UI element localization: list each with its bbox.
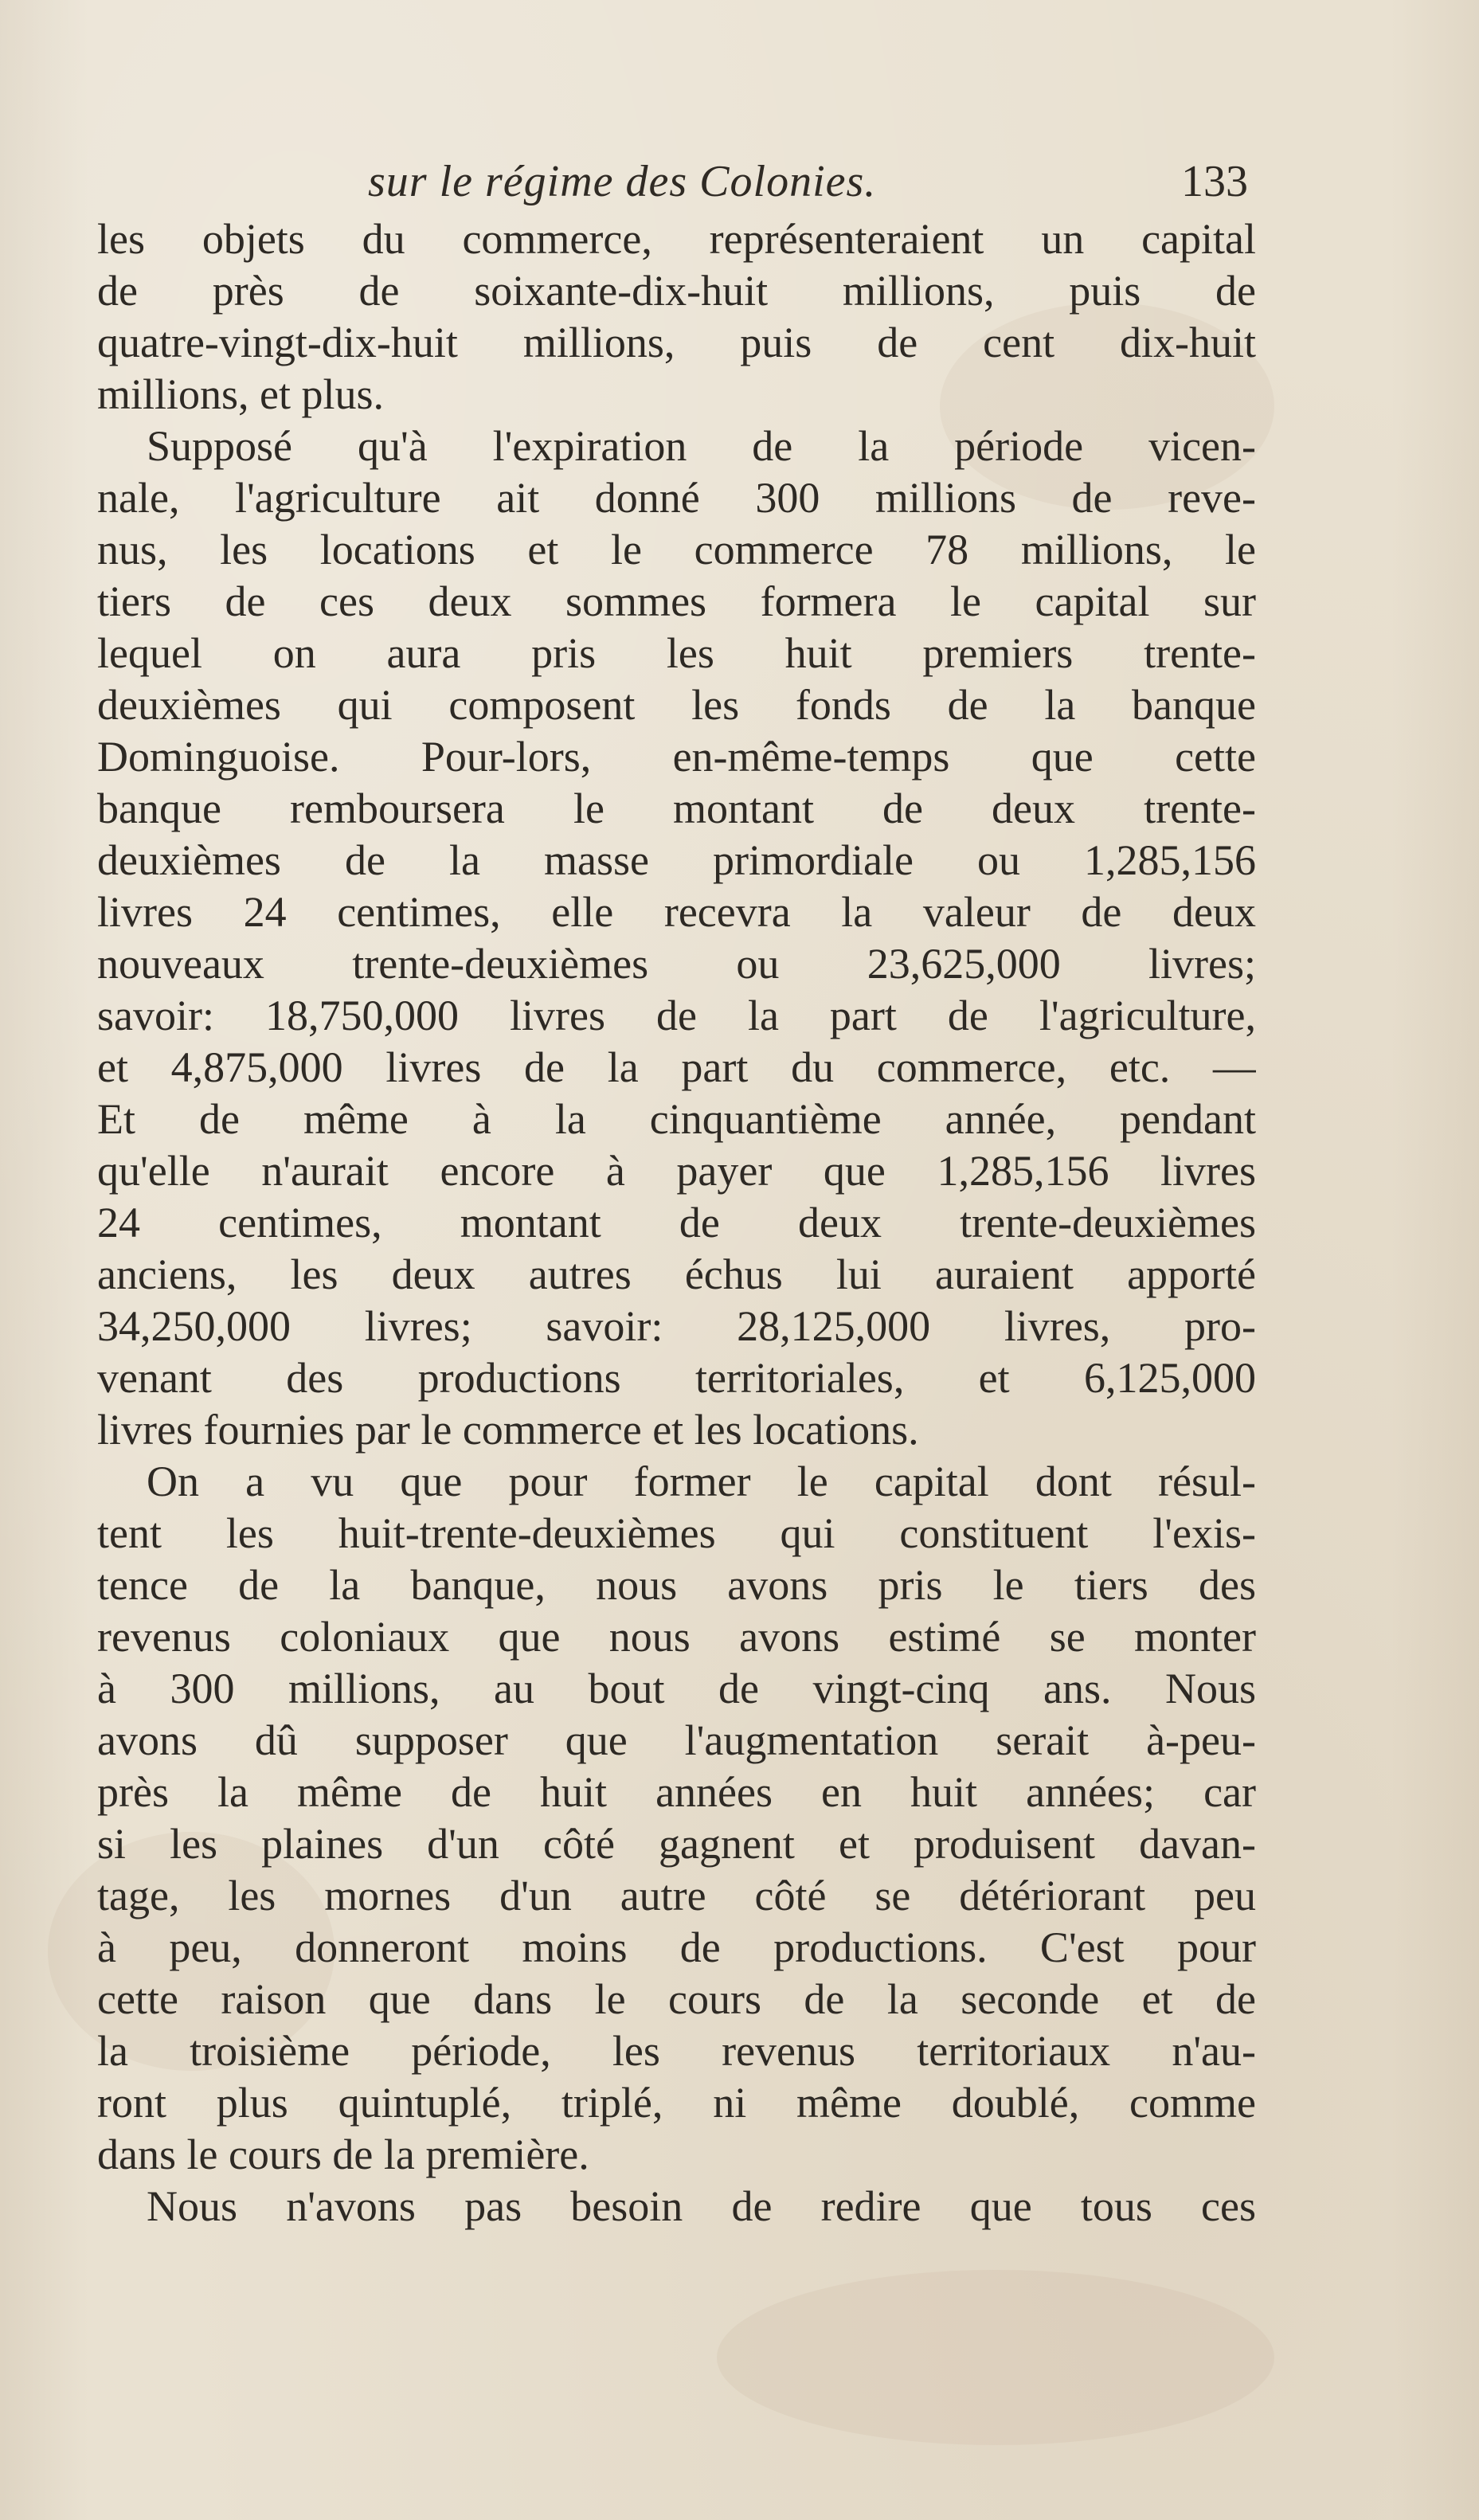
text-line: revenus coloniaux que nous avons estimé se monter bbox=[97, 1613, 1256, 1661]
text-line: quatre-vingt-dix-huit millions, puis de cent dix-huit bbox=[97, 319, 1256, 366]
text-line: savoir: 18,750,000 livres de la part de l'agriculture, bbox=[97, 992, 1256, 1039]
body-text bbox=[97, 213, 1256, 2232]
text-line: millions, et plus. bbox=[97, 370, 385, 418]
text-line: à peu, donneront moins de productions. C'est pour bbox=[97, 1923, 1256, 1971]
text-line: Dominguoise. Pour-lors, en-même-temps que cette bbox=[97, 733, 1256, 781]
text-line: les objets du commerce, représenteraient un capital bbox=[97, 215, 1256, 263]
text-line: à 300 millions, au bout de vingt-cinq ans. Nous bbox=[97, 1665, 1256, 1712]
text-line: Et de même à la cinquantième année, pendant bbox=[97, 1095, 1256, 1143]
text-line: livres fournies par le commerce et les locations. bbox=[97, 1406, 919, 1454]
text-line: et 4,875,000 livres de la part du commerce, etc. — bbox=[97, 1043, 1256, 1091]
text-line: livres 24 centimes, elle recevra la valeur de deux bbox=[97, 888, 1256, 936]
text-line: 24 centimes, montant de deux trente-deuxièmes bbox=[97, 1199, 1256, 1246]
running-title: sur le régime des Colonies. bbox=[368, 157, 877, 206]
text-line: qu'elle n'aurait encore à payer que 1,285,156 livres bbox=[97, 1147, 1256, 1195]
text-line: cette raison que dans le cours de la seconde et de bbox=[97, 1975, 1256, 2023]
text-line: de près de soixante-dix-huit millions, puis de bbox=[97, 267, 1256, 315]
page-number: 133 bbox=[1181, 157, 1248, 206]
text-line: tent les huit-trente-deuxièmes qui constituent l'exis- bbox=[97, 1509, 1256, 1557]
text-line: tence de la banque, nous avons pris le tiers des bbox=[97, 1561, 1256, 1609]
text-line: deuxièmes de la masse primordiale ou 1,285,156 bbox=[97, 836, 1256, 884]
text-line: nouveaux trente-deuxièmes ou 23,625,000 livres; bbox=[97, 940, 1256, 988]
text-line: dans le cours de la première. bbox=[97, 2131, 589, 2178]
text-line: avons dû supposer que l'augmentation serait à-peu- bbox=[97, 1716, 1256, 1764]
text-line: ront plus quintuplé, triplé, ni même doublé, comme bbox=[97, 2079, 1256, 2127]
text-line: anciens, les deux autres échus lui auraient apporté bbox=[97, 1250, 1256, 1298]
text-line: la troisième période, les revenus territoriaux n'au- bbox=[97, 2027, 1256, 2075]
text-line: tiers de ces deux sommes formera le capital sur bbox=[97, 577, 1256, 625]
text-line: On a vu que pour former le capital dont résul- bbox=[147, 1458, 1256, 1505]
text-line: si les plaines d'un côté gagnent et produisent davan- bbox=[97, 1820, 1256, 1868]
text-line: Supposé qu'à l'expiration de la période vicen- bbox=[147, 422, 1256, 470]
text-line: Nous n'avons pas besoin de redire que tous ces bbox=[147, 2182, 1256, 2230]
paper-stain bbox=[717, 2270, 1274, 2445]
text-line: nale, l'agriculture ait donné 300 millions de reve- bbox=[97, 474, 1256, 522]
text-line: 34,250,000 livres; savoir: 28,125,000 livres, pro- bbox=[97, 1302, 1256, 1350]
text-line: près la même de huit années en huit années; car bbox=[97, 1768, 1256, 1816]
text-line: tage, les mornes d'un autre côté se détériorant peu bbox=[97, 1872, 1256, 1919]
text-line: venant des productions territoriales, et 6,125,000 bbox=[97, 1354, 1256, 1402]
text-line: banque remboursera le montant de deux trente- bbox=[97, 785, 1256, 832]
text-line: lequel on aura pris les huit premiers trente- bbox=[97, 629, 1256, 677]
running-head bbox=[97, 156, 1248, 212]
text-line: nus, les locations et le commerce 78 millions, le bbox=[97, 526, 1256, 573]
text-line: deuxièmes qui composent les fonds de la banque bbox=[97, 681, 1256, 729]
